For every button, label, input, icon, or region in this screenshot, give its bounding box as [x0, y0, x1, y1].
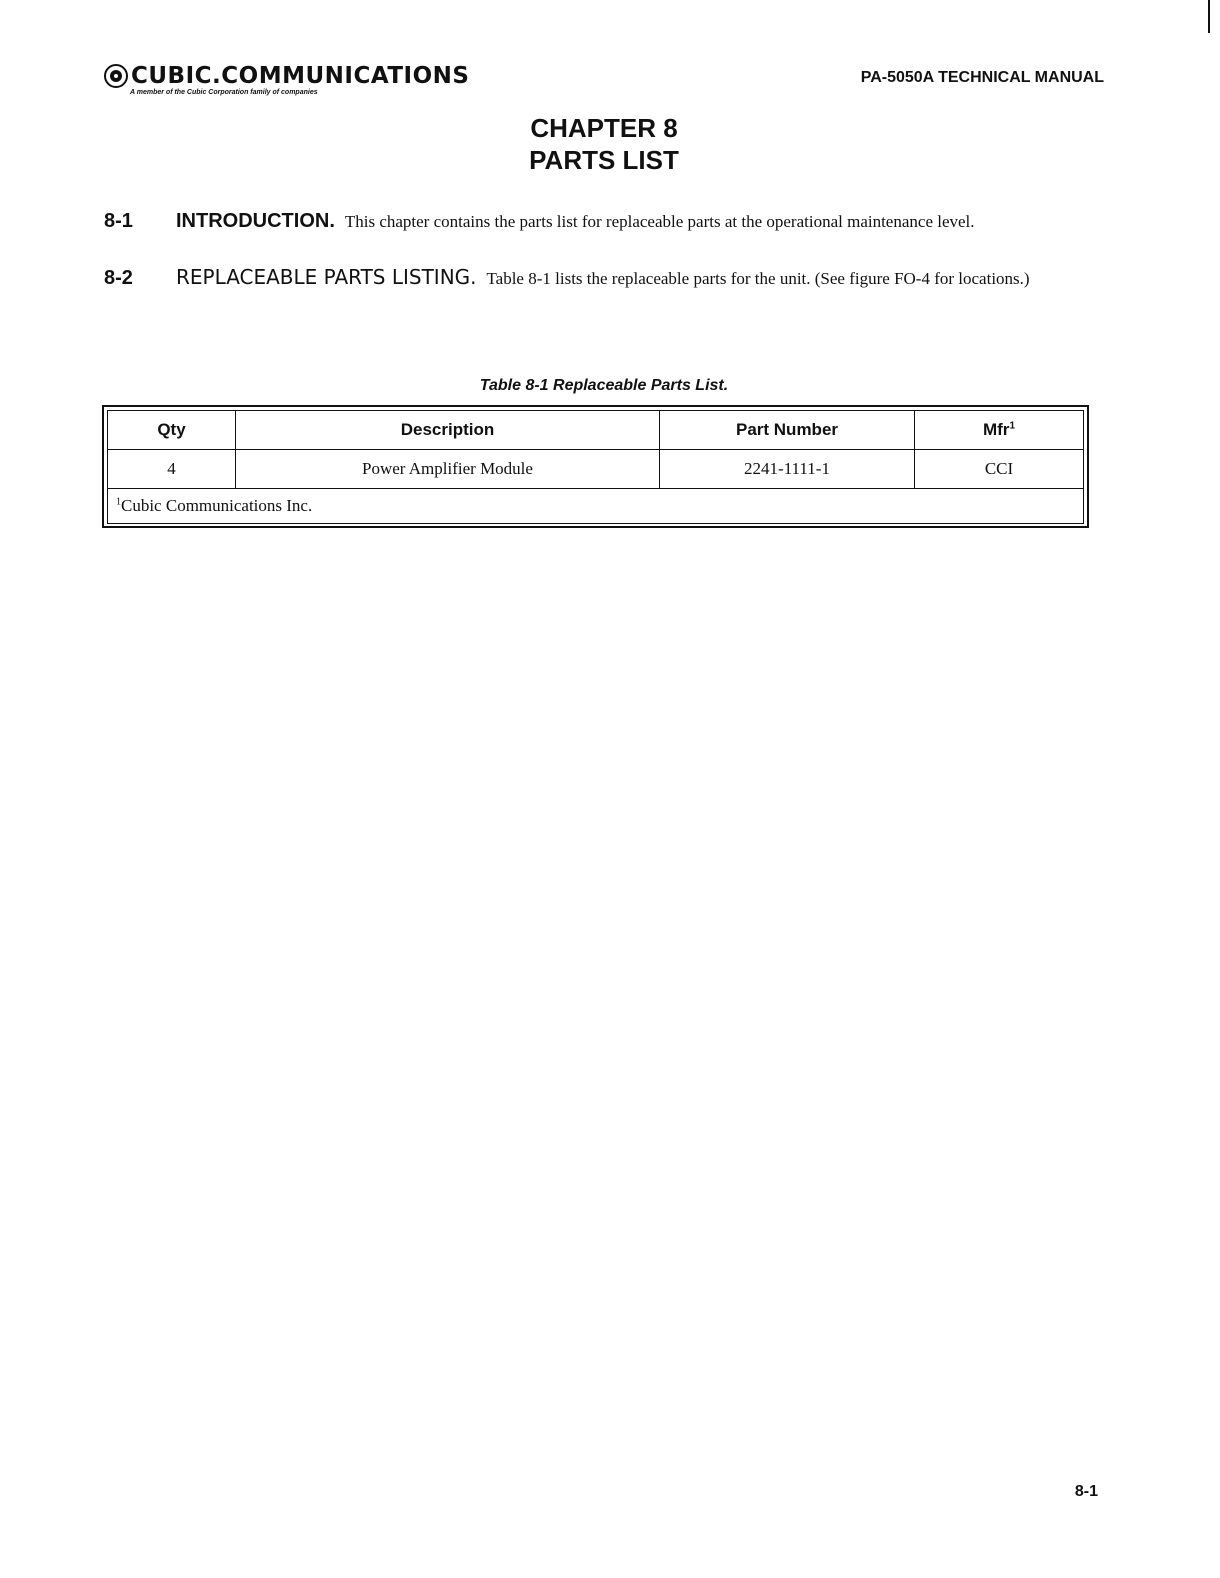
- page-number: 8-1: [1074, 1483, 1098, 1500]
- chapter-number: CHAPTER 8: [530, 113, 678, 143]
- cell-description: Power Amplifier Module: [236, 450, 660, 489]
- section-text: Table 8-1 lists the replaceable parts for the unit. (See figure FO-4 for locations.): [486, 269, 1030, 288]
- section-heading: INTRODUCTION.: [176, 210, 335, 232]
- section-text: This chapter contains the parts list for replaceable parts at the operational maintenance level.: [344, 212, 975, 231]
- parts-table: [107, 410, 1084, 524]
- section-heading: REPLACEABLE PARTS LISTING.: [176, 265, 477, 289]
- section-replaceable-parts: [104, 266, 1102, 290]
- mfr-label: Mfr: [982, 420, 1010, 439]
- cell-mfr: CCI: [915, 450, 1084, 489]
- chapter-heading: [0, 112, 1208, 176]
- cell-part-number: 2241-1111-1: [660, 450, 915, 489]
- parts-table-frame: [102, 405, 1089, 528]
- section-number: 8-2: [104, 267, 133, 289]
- logo-text: CUBIC.COMMUNICATIONS: [131, 63, 470, 89]
- column-header-qty: Qty: [108, 411, 236, 450]
- company-logo: [104, 64, 469, 96]
- cubic-emblem-icon: [104, 64, 128, 88]
- column-header-description: Description: [236, 411, 660, 450]
- cell-qty: 4: [108, 450, 236, 489]
- manual-title: PA-5050A TECHNICAL MANUAL: [860, 69, 1104, 86]
- table-caption: Table 8-1 Replaceable Parts List.: [479, 377, 729, 394]
- column-header-part-number: Part Number: [660, 411, 915, 450]
- section-introduction: [104, 210, 1102, 233]
- table-row: [108, 450, 1084, 489]
- logo-tagline: A member of the Cubic Corporation family of companies: [130, 89, 318, 96]
- section-number: 8-1: [104, 210, 133, 232]
- table-footnote-row: [108, 489, 1084, 524]
- table-header-row: [108, 411, 1084, 450]
- footnote-text: Cubic Communications Inc.: [121, 496, 313, 515]
- table-footnote: [108, 489, 1084, 524]
- mfr-footnote-marker: 1: [1009, 420, 1015, 432]
- column-header-mfr: [915, 411, 1084, 450]
- footnote-marker: 1: [116, 496, 121, 508]
- scan-edge-mark: [1208, 0, 1210, 33]
- chapter-title: PARTS LIST: [529, 145, 679, 175]
